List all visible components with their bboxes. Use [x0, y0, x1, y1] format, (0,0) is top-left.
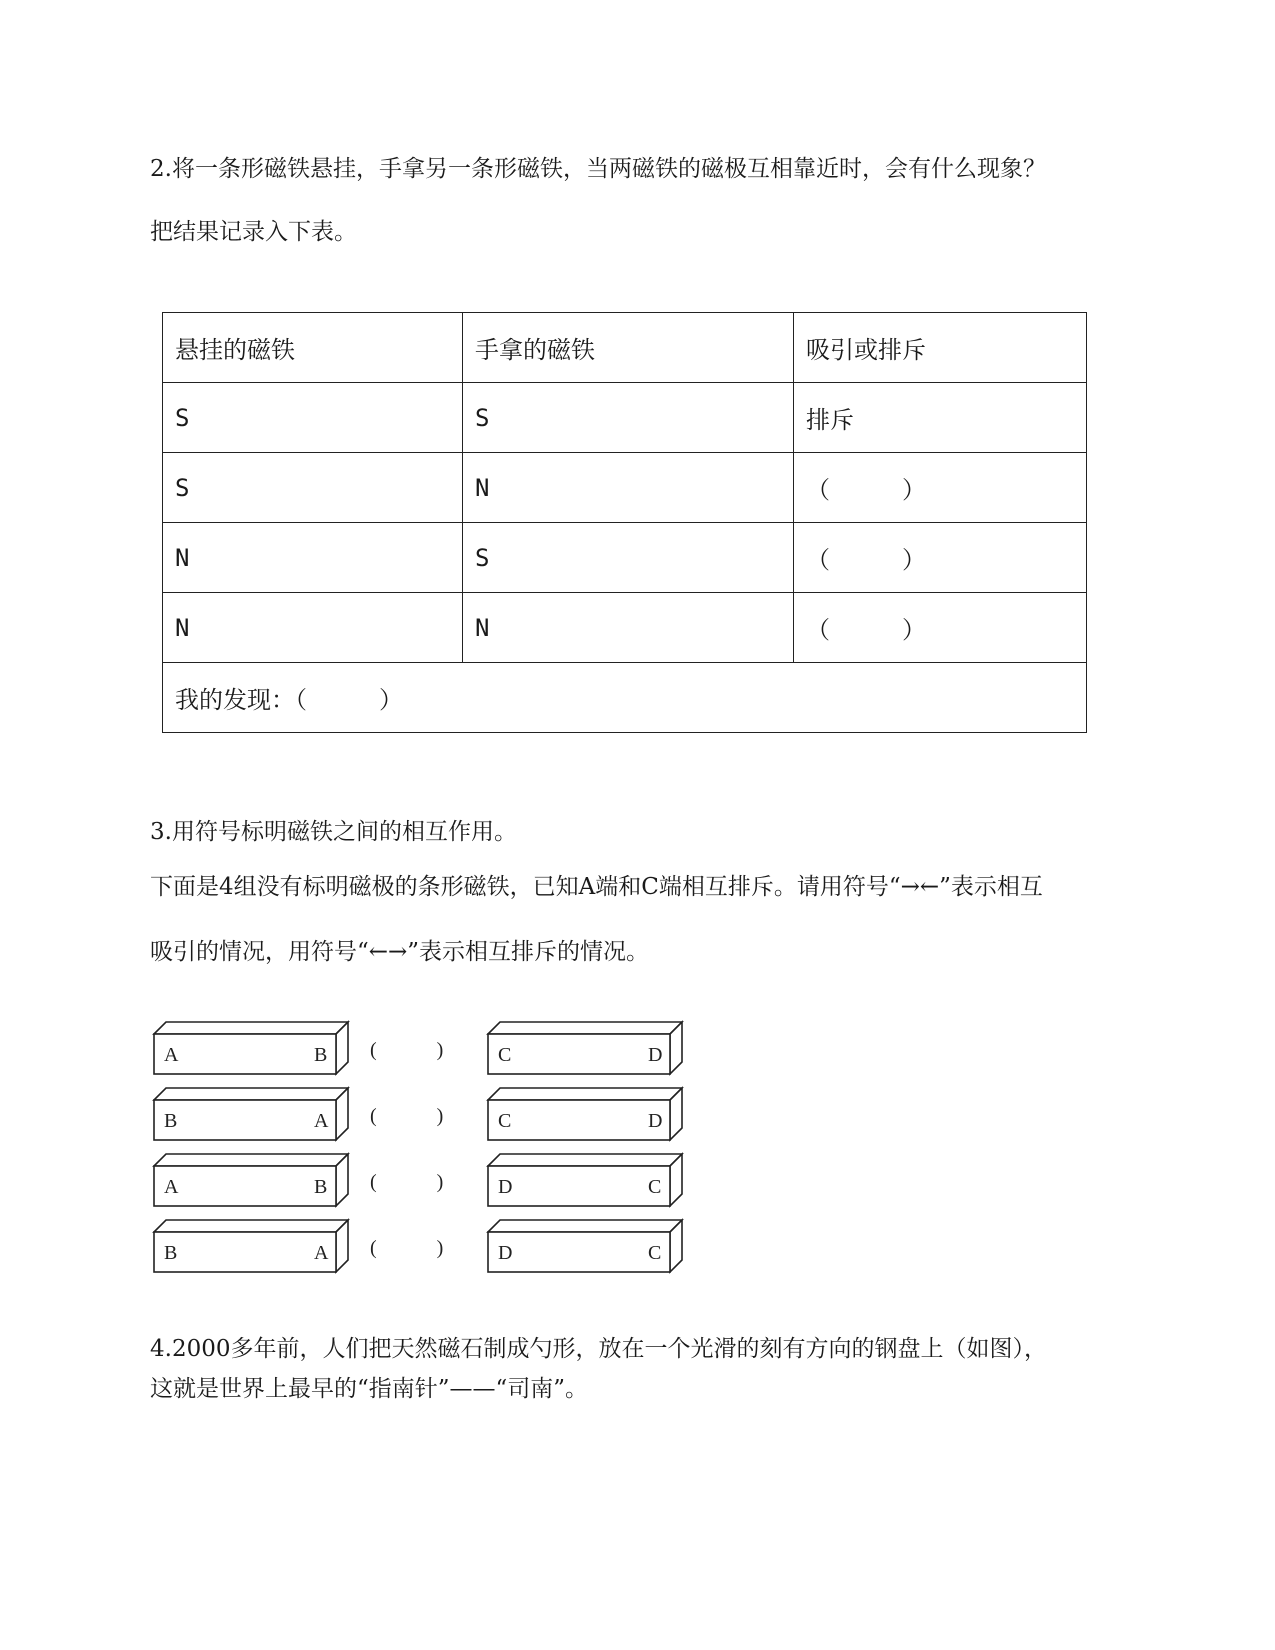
- table-row: [163, 383, 1087, 453]
- table-header-row: [163, 313, 1087, 383]
- q3-prompt-line3: 吸引的情况，用符号“←→”表示相互排斥的情况。: [150, 939, 650, 965]
- magnet-pole-label: C: [498, 1044, 512, 1066]
- table-row: [163, 593, 1087, 663]
- magnet-pole-label: A: [314, 1242, 329, 1264]
- header-attract-or-repel: 吸引或排斥: [794, 313, 1087, 383]
- header-hanging-magnet: 悬挂的磁铁: [163, 313, 463, 383]
- magnet-pair-row: [154, 1088, 682, 1140]
- magnet-top-face: [154, 1154, 348, 1166]
- magnet-pair-row: [154, 1220, 682, 1272]
- magnet-pole-label: D: [498, 1242, 513, 1264]
- magnet-pole-label: C: [648, 1242, 662, 1264]
- magnet-top-face: [488, 1088, 682, 1100]
- magnet-top-face: [154, 1220, 348, 1232]
- magnet-front-face: [154, 1166, 336, 1206]
- magnet-pole-label: A: [164, 1176, 179, 1198]
- answer-blank[interactable]: ( ): [370, 1039, 444, 1061]
- cell-handheld: S: [463, 523, 794, 593]
- q2-prompt-line1: 2.将一条形磁铁悬挂，手拿另一条形磁铁，当两磁铁的磁极互相靠近时，会有什么现象？: [150, 156, 1046, 182]
- magnet-pair-row: [154, 1022, 682, 1074]
- cell-result: 排斥: [794, 383, 1087, 453]
- magnet-pairs-figure: [150, 1020, 690, 1290]
- q4-prompt-line2: 这就是世界上最早的“指南针”——“司南”。: [150, 1376, 589, 1402]
- left-magnet: [154, 1154, 348, 1206]
- magnet-top-face: [488, 1220, 682, 1232]
- right-magnet: [488, 1088, 682, 1140]
- finding-row: [163, 663, 1087, 733]
- answer-blank[interactable]: （ ）: [794, 453, 1087, 523]
- cell-hanging: N: [163, 593, 463, 663]
- cell-hanging: S: [163, 453, 463, 523]
- answer-blank[interactable]: （ ）: [794, 593, 1087, 663]
- left-magnet: [154, 1022, 348, 1074]
- magnet-front-face: [154, 1100, 336, 1140]
- magnet-top-face: [488, 1154, 682, 1166]
- magnet-top-face: [488, 1022, 682, 1034]
- answer-blank[interactable]: （ ）: [794, 523, 1087, 593]
- magnet-pole-label: D: [648, 1044, 663, 1066]
- finding-blank[interactable]: 我的发现：（ ）: [163, 663, 1087, 733]
- magnet-front-face: [488, 1232, 670, 1272]
- right-magnet: [488, 1022, 682, 1074]
- cell-hanging: N: [163, 523, 463, 593]
- magnet-pole-label: B: [164, 1242, 178, 1264]
- magnet-pole-label: B: [314, 1044, 328, 1066]
- header-handheld-magnet: 手拿的磁铁: [463, 313, 794, 383]
- q3-prompt-line2: 下面是4组没有标明磁极的条形磁铁，已知A端和C端相互排斥。请用符号“→←”表示相互: [150, 874, 1043, 900]
- magnet-pole-label: D: [648, 1110, 663, 1132]
- answer-blank[interactable]: ( ): [370, 1171, 444, 1193]
- magnet-pole-label: C: [498, 1110, 512, 1132]
- left-magnet: [154, 1220, 348, 1272]
- magnet-pole-label: D: [498, 1176, 513, 1198]
- cell-handheld: N: [463, 453, 794, 523]
- magnet-pole-label: B: [314, 1176, 328, 1198]
- left-magnet: [154, 1088, 348, 1140]
- cell-hanging: S: [163, 383, 463, 453]
- right-magnet: [488, 1220, 682, 1272]
- magnet-top-face: [154, 1022, 348, 1034]
- q3-prompt-line1: 3.用符号标明磁铁之间的相互作用。: [150, 819, 517, 845]
- magnet-front-face: [488, 1100, 670, 1140]
- magnet-pole-label: C: [648, 1176, 662, 1198]
- answer-blank[interactable]: ( ): [370, 1237, 444, 1259]
- magnet-front-face: [154, 1034, 336, 1074]
- magnet-pole-label: B: [164, 1110, 178, 1132]
- cell-handheld: S: [463, 383, 794, 453]
- magnet-top-face: [154, 1088, 348, 1100]
- magnet-pole-label: A: [314, 1110, 329, 1132]
- magnet-pole-label: A: [164, 1044, 179, 1066]
- answer-blank[interactable]: ( ): [370, 1105, 444, 1127]
- q2-prompt-line2: 把结果记录入下表。: [150, 219, 357, 245]
- table-row: [163, 523, 1087, 593]
- magnet-front-face: [488, 1034, 670, 1074]
- right-magnet: [488, 1154, 682, 1206]
- table-row: [163, 453, 1087, 523]
- magnet-front-face: [488, 1166, 670, 1206]
- record-table: [162, 312, 1087, 733]
- magnet-pair-row: [154, 1154, 682, 1206]
- cell-handheld: N: [463, 593, 794, 663]
- q4-prompt-line1: 4.2000多年前，人们把天然磁石制成勺形，放在一个光滑的刻有方向的钢盘上（如图），: [150, 1336, 1047, 1362]
- magnet-front-face: [154, 1232, 336, 1272]
